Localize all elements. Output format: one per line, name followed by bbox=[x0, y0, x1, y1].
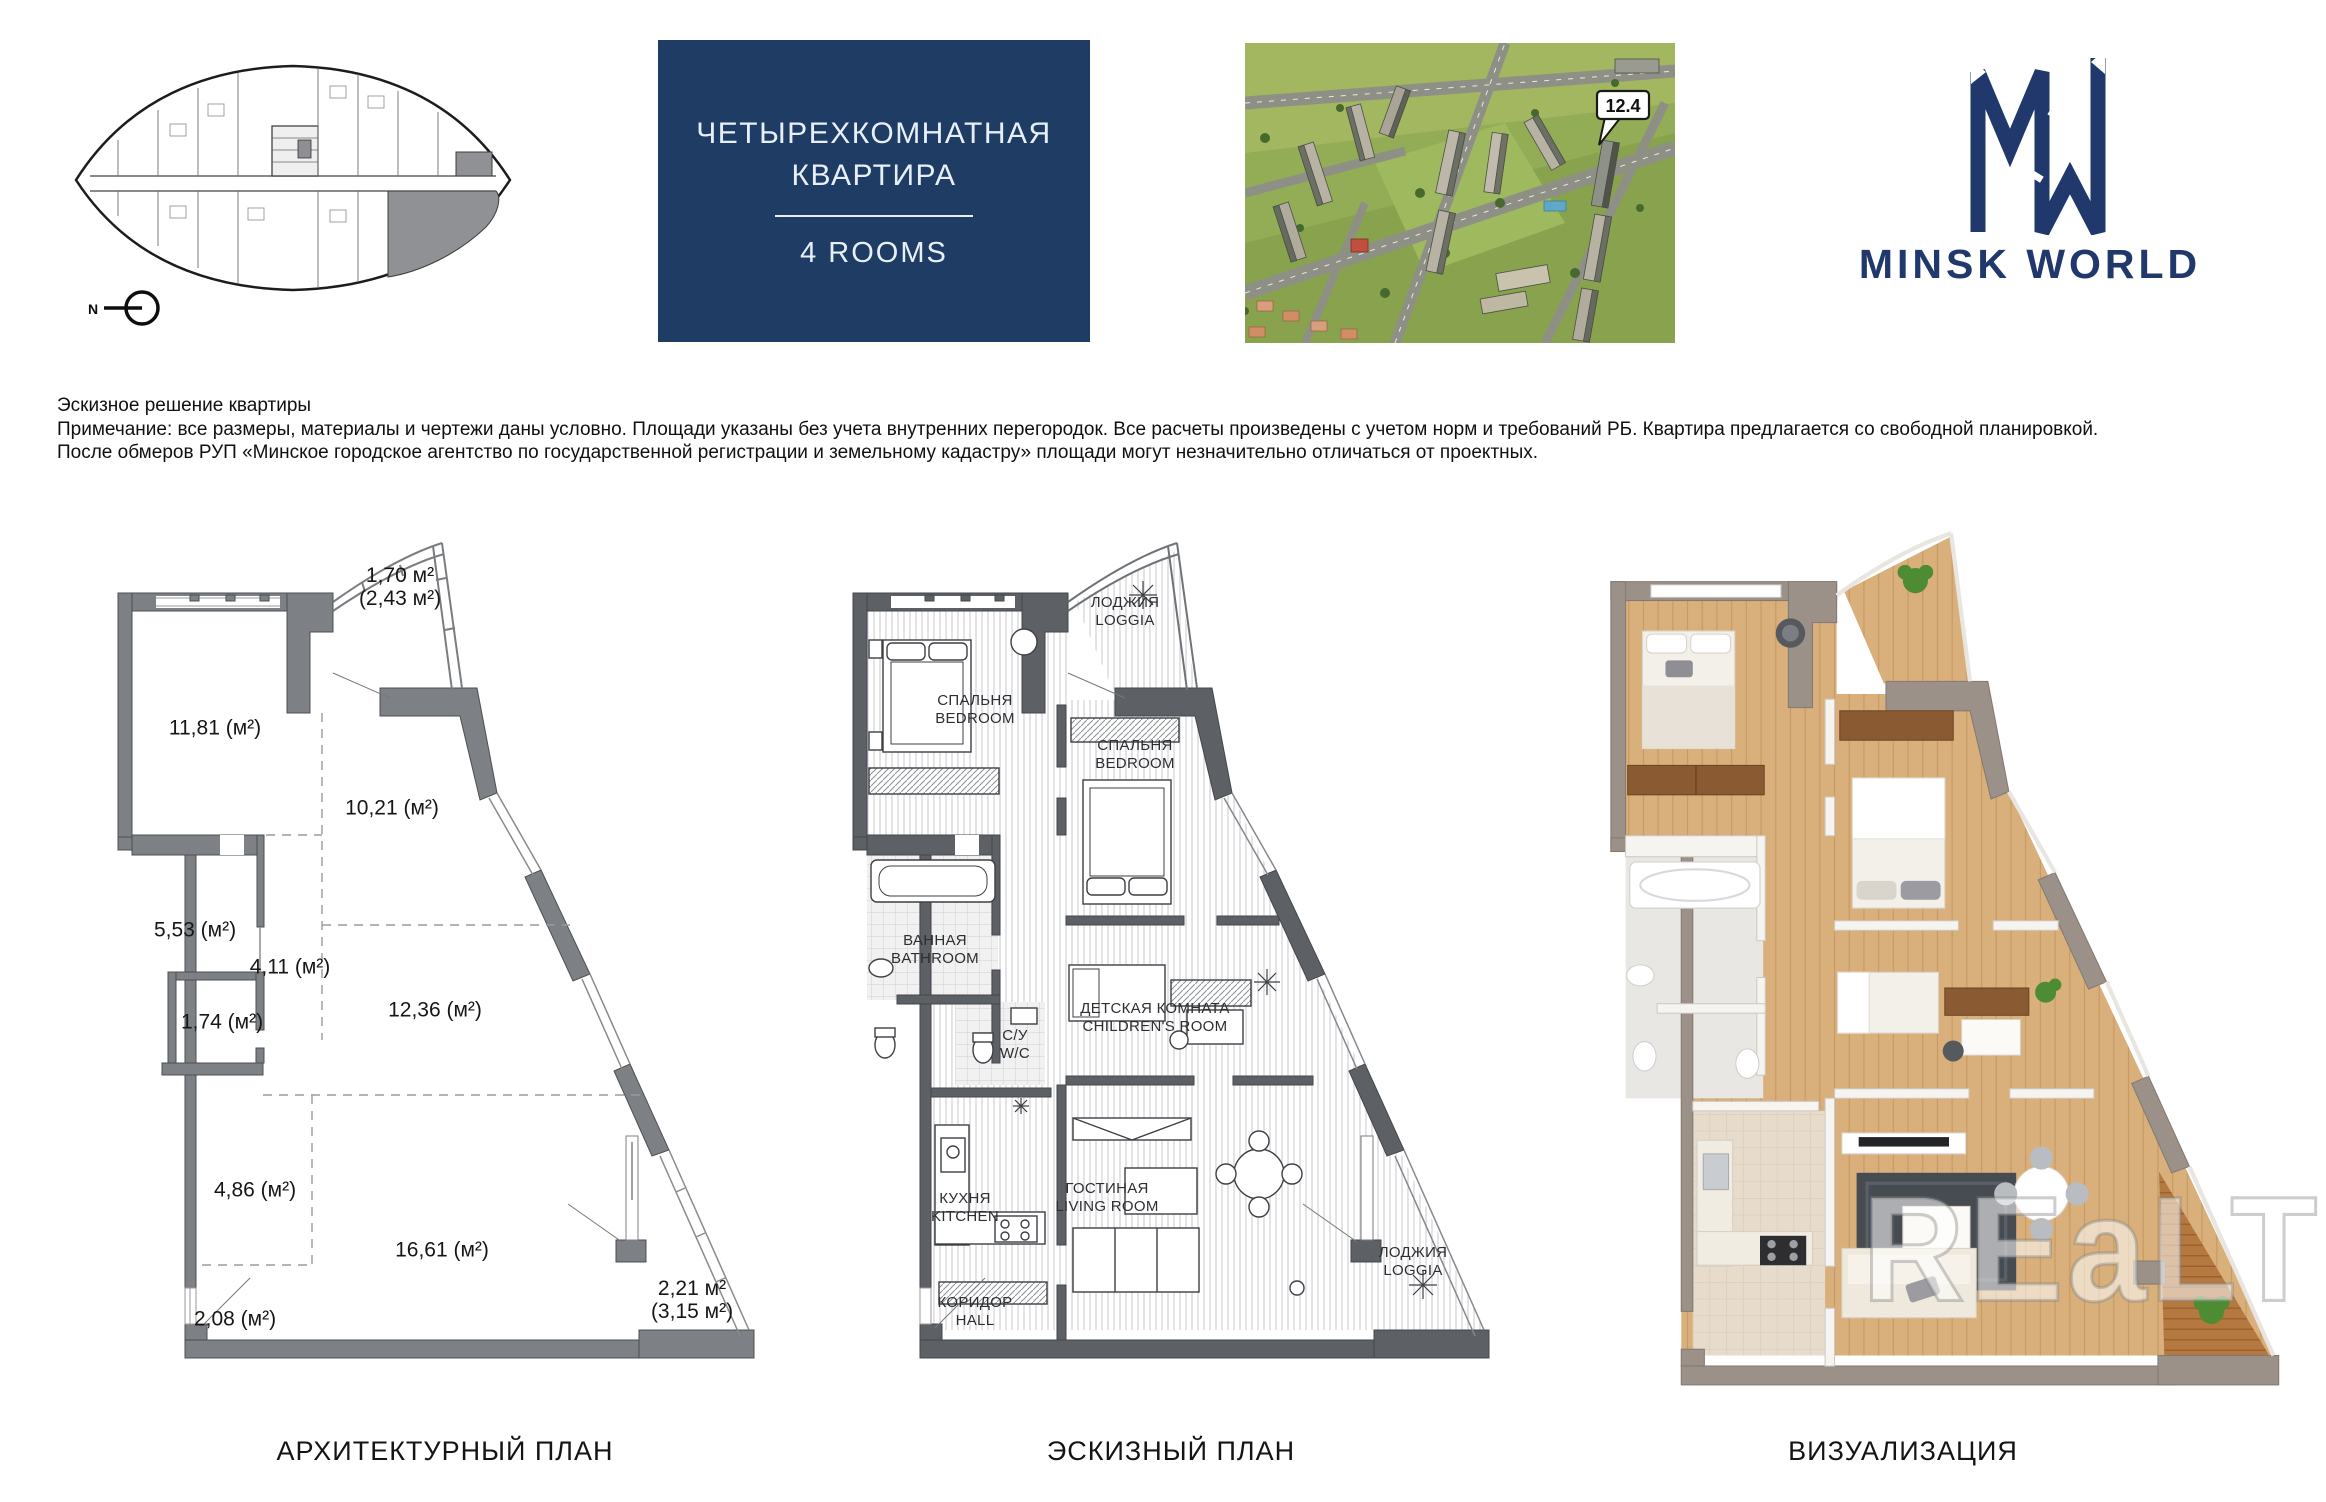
realt-watermark: REaLT bbox=[1862, 1166, 2322, 1333]
area-label-room-1661: 16,61 (м²) bbox=[395, 1238, 489, 1262]
area-label-room-553: 5,53 (м²) bbox=[153, 918, 237, 942]
room-label-bedroom-2: СПАЛЬНЯ BEDROOM bbox=[1095, 737, 1175, 772]
svg-text:12.4: 12.4 bbox=[1605, 96, 1641, 116]
room-label-wc: С/У W/C bbox=[999, 1027, 1031, 1062]
building-key-plan bbox=[58, 28, 528, 350]
room-label-childrens-room: ДЕТСКАЯ КОМНАТА CHILDREN'S ROOM bbox=[1080, 1000, 1230, 1035]
area-label-loggia-bottom: 2,21 м² (3,15 м²) bbox=[650, 1277, 734, 1323]
room-label-living-room: ГОСТИНАЯ LIVING ROOM bbox=[1055, 1180, 1159, 1215]
brand-name: MINSK WORLD bbox=[1858, 241, 2202, 287]
caption-visualization: ВИЗУАЛИЗАЦИЯ bbox=[1788, 1436, 2018, 1466]
area-label-room-1181: 11,81 (м²) bbox=[168, 716, 262, 740]
title-divider bbox=[775, 215, 973, 217]
disclaimer bbox=[57, 394, 2275, 465]
area-label-loggia-top: 1,70 м² (2,43 м²) bbox=[358, 564, 442, 610]
north-arrow-icon bbox=[88, 292, 158, 324]
room-label-kitchen: КУХНЯ KITCHEN bbox=[931, 1190, 999, 1225]
disclaimer-line-3: После обмеров РУП «Минское городское агентство по государственной регистрации и земельному кадастру» площади могут незначительно отличаться от проектных. bbox=[57, 442, 1539, 463]
room-label-bathroom: ВАННАЯ BATHROOM bbox=[891, 932, 979, 967]
caption-architectural-plan: АРХИТЕКТУРНЫЙ ПЛАН bbox=[276, 1436, 614, 1466]
room-label-hall: КОРИДОР HALL bbox=[937, 1294, 1013, 1329]
apartment-type-title-ru-1: ЧЕТЫРЕХКОМНАТНАЯ bbox=[696, 116, 1052, 150]
area-label-room-411: 4,11 (м²) bbox=[249, 955, 331, 979]
area-label-room-486: 4,86 (м²) bbox=[213, 1178, 297, 1202]
room-label-loggia-top: ЛОДЖИЯ LOGGIA bbox=[1090, 594, 1160, 629]
area-label-room-1021: 10,21 (м²) bbox=[345, 796, 439, 820]
north-label: N bbox=[88, 301, 99, 317]
apartment-type-title-en: 4 ROOMS bbox=[800, 236, 948, 269]
area-label-room-1236: 12,36 (м²) bbox=[388, 998, 482, 1022]
room-label-loggia-bottom: ЛОДЖИЯ LOGGIA bbox=[1378, 1244, 1448, 1279]
area-label-room-208: 2,08 (м²) bbox=[193, 1307, 277, 1331]
room-label-bedroom-1: СПАЛЬНЯ BEDROOM bbox=[935, 692, 1015, 727]
apartment-type-title-ru-2: КВАРТИРА bbox=[791, 158, 957, 192]
brand-logo bbox=[1830, 50, 2230, 300]
aerial-photo bbox=[1245, 43, 1675, 343]
title-box bbox=[658, 40, 1090, 342]
area-label-room-174: 1,74 (м²) bbox=[180, 1010, 264, 1034]
disclaimer-line-1: Эскизное решение квартиры bbox=[57, 395, 312, 416]
disclaimer-line-2: Примечание: все размеры, материалы и чертежи даны условно. Площади указаны без учета внутренних перегородок. Все расчеты произведены с учетом норм и требований РБ. Квартира предлагается со свободной планировкой. bbox=[57, 418, 2099, 440]
mw-monogram-icon bbox=[1830, 50, 2230, 235]
caption-sketch-plan: ЭСКИЗНЫЙ ПЛАН bbox=[1046, 1436, 1296, 1466]
